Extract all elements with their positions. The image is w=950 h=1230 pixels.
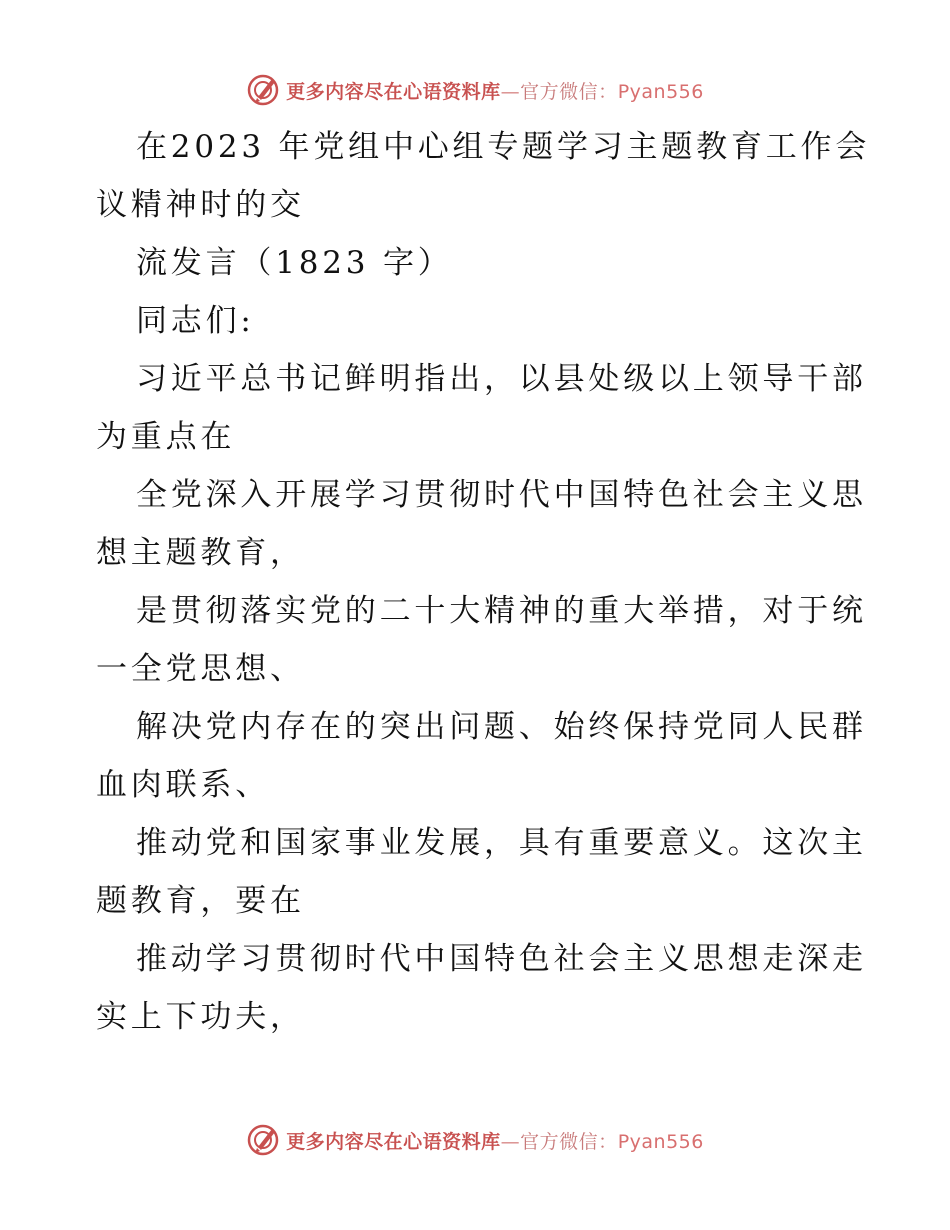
document-line: 议精神时的交 [96,187,305,223]
document-line: 题教育，要在 [96,883,305,919]
banner-wechat-label: 官方微信： [520,1130,618,1153]
document-line: 为重点在 [96,419,236,455]
document-line: 习近平总书记鲜明指出，以县处级以上领导干部 [136,361,867,397]
document-line: 实上下功夫， [96,999,305,1035]
banner-separator: — [500,1130,521,1153]
banner-text [286,77,704,104]
banner-wechat-label: 官方微信： [520,80,618,103]
document-line: 推动党和国家事业发展，具有重要意义。这次主 [136,825,867,861]
banner-main-text: 更多内容尽在心语资料库 [286,1130,501,1153]
banner-text [286,1127,704,1154]
pen-logo-icon [246,1123,280,1157]
document-line: 在2023 年党组中心组专题学习主题教育工作会 [136,129,871,165]
document-body [96,118,871,1046]
footer-banner [0,1120,950,1160]
banner-main-text: 更多内容尽在心语资料库 [286,80,501,103]
document-line: 是贯彻落实党的二十大精神的重大举措，对于统 [136,593,867,629]
document-line: 同志们: [136,303,255,339]
document-line: 一全党思想、 [96,651,305,687]
header-banner [0,70,950,110]
document-line: 解决党内存在的突出问题、始终保持党同人民群 [136,709,867,745]
document-line: 流发言（1823 字） [136,245,453,281]
document-line: 想主题教育， [96,535,305,571]
banner-wechat-id: Pyan556 [617,1130,704,1153]
pen-logo-icon [246,73,280,107]
document-line: 血肉联系、 [96,767,270,803]
document-line: 推动学习贯彻时代中国特色社会主义思想走深走 [136,941,867,977]
document-line: 全党深入开展学习贯彻时代中国特色社会主义思 [136,477,867,513]
banner-separator: — [500,80,521,103]
banner-wechat-id: Pyan556 [617,80,704,103]
